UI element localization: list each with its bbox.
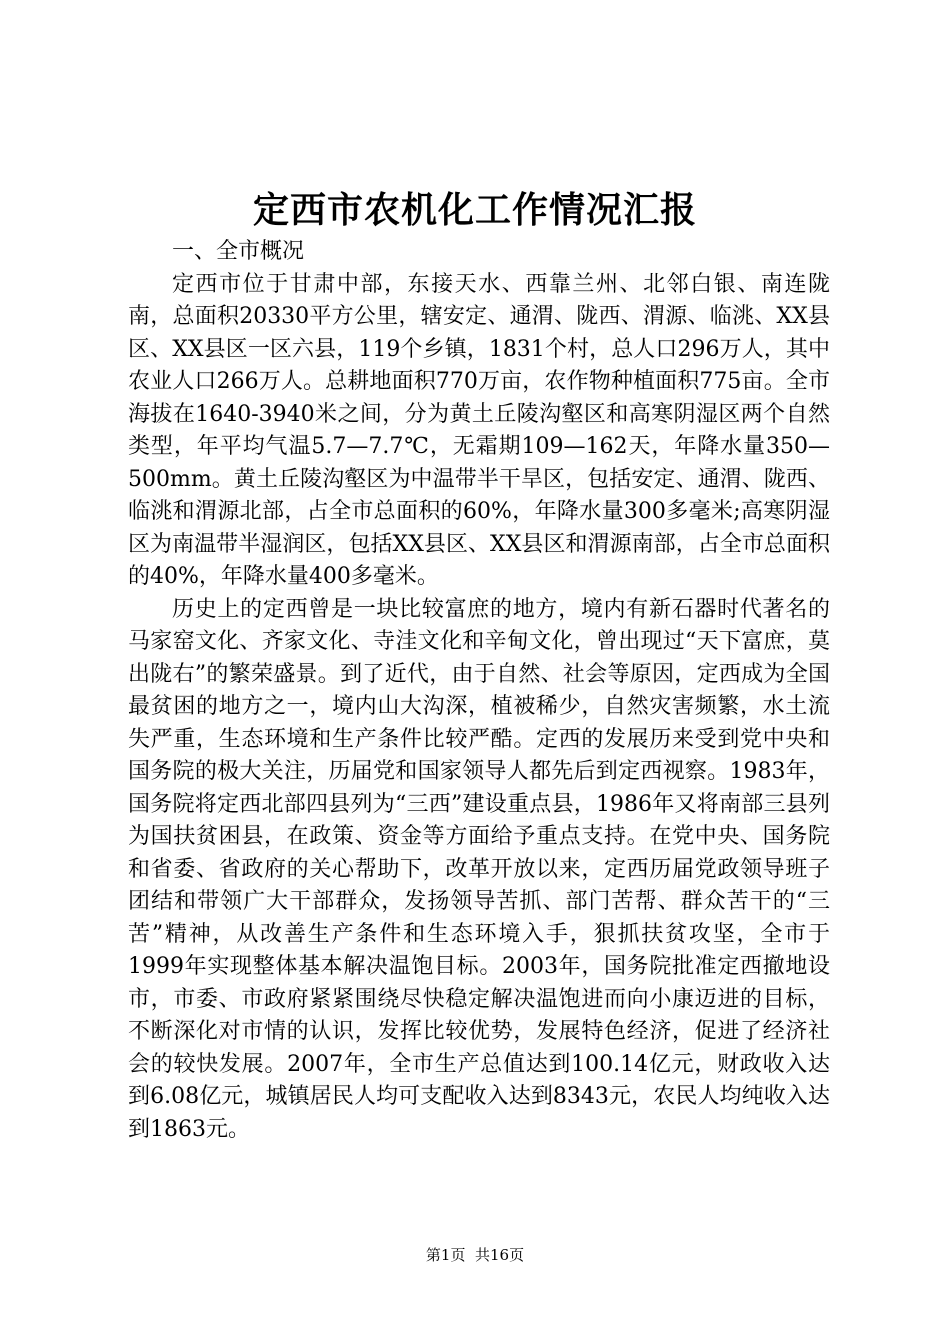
paragraph-history: 历史上的定西曾是一块比较富庶的地方，境内有新石器时代著名的马家窑文化、齐家文化、寺洼文化和辛甸文化，曾出现过“天下富庶，莫出陇右”的繁荣盛景。到了近代，由于自然、社会等原因，定西成为全国最贫困的地方之一，境内山大沟深，植被稀少，自然灾害频繁，水土流失严重，生态环境和生产条件比较严酷。定西的发展历来受到党中央和国务院的极大关注，历届党和国家领导人都先后到定西视察。1983年，国务院将定西北部四县列为“三西”建设重点县，1986年又将南部三县列为国扶贫困县，在政策、资金等方面给予重点支持。在党中央、国务院和省委、省政府的关心帮助下，改革开放以来，定西历届党政领导班子团结和带领广大干部群众，发扬领导苦抓、部门苦帮、群众苦干的“三苦”精神，从改善生产条件和生态环境入手，狠抓扶贫攻坚，全市于1999年实现整体基本解决温饱目标。2003年，国务院批准定西撤地设市，市委、市政府紧紧围绕尽快稳定解决温饱进而向小康迈进的目标，不断深化对市情的认识，发挥比较优势，发展特色经济，促进了经济社会的较快发展。2007年，全市生产总值达到100.14亿元，财政收入达到6.08亿元，城镇居民人均可支配收入达到8343元，农民人均纯收入达到1863元。 <box>128 596 830 1142</box>
section-heading: 一、全市概况 <box>172 239 305 264</box>
paragraph-overview: 定西市位于甘肃中部，东接天水、西靠兰州、北邻白银、南连陇南，总面积20330平方公里，辖安定、通渭、陇西、渭源、临洮、XX县区、XX县区一区六县，119个乡镇，1831个村，总人口296万人，其中农业人口266万人。总耕地面积770万亩，农作物种植面积775亩。全市海拔在1640-3940米之间，分为黄土丘陵沟壑区和高寒阴湿区两个自然类型，年平均气温5.7—7.7℃，无霜期109—162天，年降水量350—500mm。黄土丘陵沟壑区为中温带半干旱区，包括安定、通渭、陇西、临洮和渭源北部，占全市总面积的60%，年降水量300多毫米;高寒阴湿区为南温带半湿润区，包括XX县区、XX县区和渭源南部，占全市总面积的40%，年降水量400多毫米。 <box>128 271 830 589</box>
page-footer <box>0 1244 950 1266</box>
page-number: 第1页 共16页 <box>425 1246 525 1264</box>
document-body <box>128 236 830 1146</box>
document-title: 定西市农机化工作情况汇报 <box>252 189 697 231</box>
